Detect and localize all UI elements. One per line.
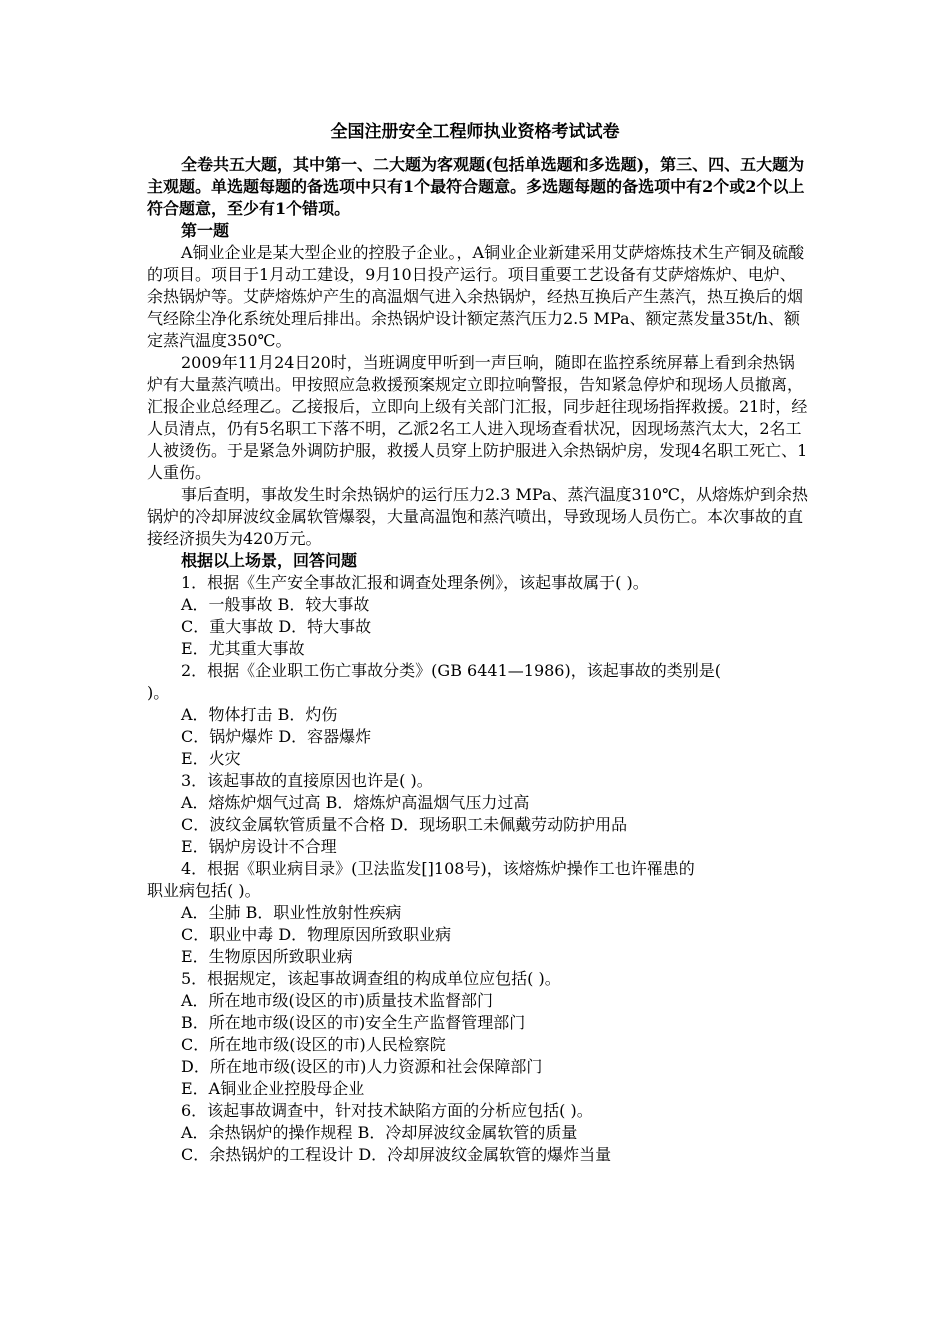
question-5-option-a: A．所在地市级(设区的市)质量技术监督部门 <box>181 991 494 1010</box>
question-6: 6．该起事故调查中，针对技术缺陷方面的分析应包括( )。 <box>181 1101 593 1120</box>
question-1: 1．根据《生产安全事故汇报和调查处理条例》，该起事故属于( )。 <box>181 573 649 592</box>
question-4-options-ab: A．尘肺 B．职业性放射性疾病 <box>181 903 402 922</box>
question-6-options-ab: A．余热锅炉的操作规程 B．冷却屏波纹金属软管的质量 <box>181 1123 578 1142</box>
question-5: 5．根据规定，该起事故调查组的构成单位应包括( )。 <box>181 969 561 988</box>
question-1-option-e: E．尤其重大事故 <box>181 639 305 658</box>
question-4-options-cd: C．职业中毒 D．物理原因所致职业病 <box>181 925 452 944</box>
question-1-options-cd: C．重大事故 D．特大事故 <box>181 617 372 636</box>
question-3-options-ab: A．熔炼炉烟气过高 B．熔炼炉高温烟气压力过高 <box>181 793 530 812</box>
question-2-continuation: )。 <box>147 683 170 702</box>
question-5-option-c: C．所在地市级(设区的市)人民检察院 <box>181 1035 446 1054</box>
question-5-option-e: E．A铜业企业控股母企业 <box>181 1079 365 1098</box>
exam-instructions: 全卷共五大题，其中第一、二大题为客观题(包括单选题和多选题)，第三、四、五大题为主观题。单选题每题的备选项中只有1个最符合题意。多选题每题的备选项中有2个或2个以上符合题意，至少有1个错项。 <box>147 155 805 218</box>
question-2: 2．根据《企业职工伤亡事故分类》(GB 6441—1986)，该起事故的类别是( <box>181 661 721 680</box>
question-3: 3．该起事故的直接原因也许是( )。 <box>181 771 433 790</box>
scenario-paragraph-2: 2009年11月24日20时，当班调度甲听到一声巨响，随即在监控系统屏幕上看到余热锅炉有大量蒸汽喷出。甲按照应急救援预案规定立即拉响警报，告知紧急停炉和现场人员撤离，汇报企业总经理乙。乙接报后，立即向上级有关部门汇报，同步赶往现场指挥救援。21时，经人员清点，仍有5名职工下落不明，乙派2名工人进入现场查看状况，因现场蒸汽太大，2名工人被烫伤。于是紧急外调防护服，救援人员穿上防护服进入余热锅炉房，发现4名职工死亡、1人重伤。 <box>147 353 808 482</box>
question-2-options-cd: C．锅炉爆炸 D．容器爆炸 <box>181 727 372 746</box>
questions-heading: 根据以上场景，回答问题 <box>181 551 358 570</box>
document-body <box>147 154 809 1166</box>
question-1-options-ab: A．一般事故 B．较大事故 <box>181 595 370 614</box>
question-4-continuation: 职业病包括( )。 <box>147 881 261 900</box>
question-4-option-e: E．生物原因所致职业病 <box>181 947 353 966</box>
question-6-options-cd: C．余热锅炉的工程设计 D．冷却屏波纹金属软管的爆炸当量 <box>181 1145 612 1164</box>
question-2-options-ab: A．物体打击 B．灼伤 <box>181 705 338 724</box>
question-2-option-e: E．火灾 <box>181 749 241 768</box>
page-title: 全国注册安全工程师执业资格考试试卷 <box>330 122 620 142</box>
question-5-option-d: D．所在地市级(设区的市)人力资源和社会保障部门 <box>181 1057 543 1076</box>
question-3-option-e: E．锅炉房设计不合理 <box>181 837 337 856</box>
scenario-paragraph-1: A铜业企业是某大型企业的控股子企业。，A铜业企业新建采用艾萨熔炼技术生产铜及硫酸的项目。项目于1月动工建设，9月10日投产运行。项目重要工艺设备有艾萨熔炼炉、电炉、余热锅炉等。艾萨熔炼炉产生的高温烟气进入余热锅炉，经热互换后产生蒸汽，热互换后的烟气经除尘净化系统处理后排出。余热锅炉设计额定蒸汽压力2.5 MPa、额定蒸发量35t/h、额定蒸汽温度350℃。 <box>147 243 805 350</box>
question-5-option-b: B．所在地市级(设区的市)安全生产监督管理部门 <box>181 1013 526 1032</box>
question-4: 4．根据《职业病目录》(卫法监发[]108号)，该熔炼炉操作工也许罹患的 <box>181 859 695 878</box>
scenario-paragraph-3: 事后查明，事故发生时余热锅炉的运行压力2.3 MPa、蒸汽温度310℃，从熔炼炉到余热锅炉的冷却屏波纹金属软管爆裂，大量高温饱和蒸汽喷出，导致现场人员伤亡。本次事故的直接经济损失为420万元。 <box>147 485 808 548</box>
question-3-options-cd: C．波纹金属软管质量不合格 D．现场职工未佩戴劳动防护用品 <box>181 815 628 834</box>
section-heading: 第一题 <box>181 221 230 240</box>
